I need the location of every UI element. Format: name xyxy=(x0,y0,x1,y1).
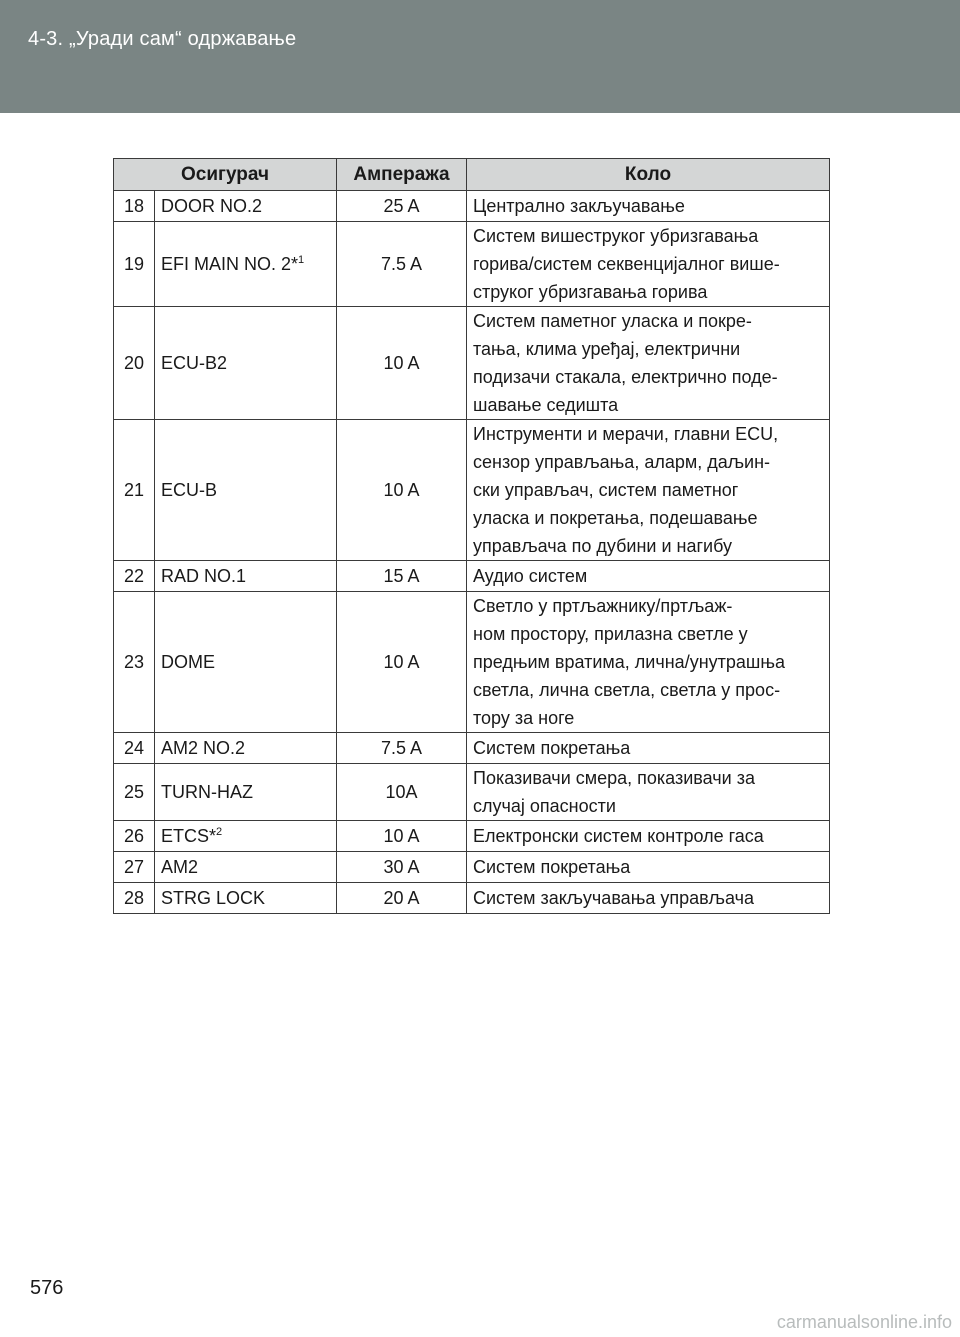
table-body xyxy=(114,191,830,914)
circuit-line: Инструменти и мерачи, главни ECU, xyxy=(473,424,779,444)
fuse-circuit xyxy=(467,733,830,764)
fuse-table xyxy=(113,158,830,914)
fuse-name-text: DOOR NO.2 xyxy=(161,196,263,216)
page-header xyxy=(0,0,960,113)
circuit-line: подизачи стакала, електрично поде- xyxy=(473,367,778,387)
fuse-amperage: 10A xyxy=(337,764,467,821)
fuse-circuit xyxy=(467,592,830,733)
fuse-name xyxy=(155,852,337,883)
fuse-number: 20 xyxy=(114,307,155,420)
circuit-line: Аудио систем xyxy=(473,566,588,586)
circuit-line: Централно закључавање xyxy=(473,196,685,216)
fuse-name-text: RAD NO.1 xyxy=(161,566,247,586)
fuse-name xyxy=(155,592,337,733)
circuit-line: Показивачи смера, показивачи за xyxy=(473,768,755,788)
fuse-circuit xyxy=(467,883,830,914)
circuit-line: случај опасности xyxy=(473,796,616,816)
circuit-line: Електронски систем контроле гаса xyxy=(473,826,764,846)
fuse-amperage: 10 A xyxy=(337,420,467,561)
circuit-line: тања, клима уређај, електрични xyxy=(473,339,741,359)
circuit-line: светла, лична светла, светла у прос- xyxy=(473,680,781,700)
fuse-name xyxy=(155,764,337,821)
column-header-amperage: Ампеража xyxy=(337,159,467,191)
fuse-name xyxy=(155,191,337,222)
fuse-amperage: 7.5 A xyxy=(337,222,467,307)
watermark: carmanualsonline.info xyxy=(776,1312,952,1332)
circuit-line: ном простору, прилазна светле у xyxy=(473,624,748,644)
fuse-name xyxy=(155,222,337,307)
fuse-amperage: 15 A xyxy=(337,561,467,592)
footnote-marker: 1 xyxy=(298,254,305,266)
circuit-line: Систем покретања xyxy=(473,857,631,877)
fuse-amperage: 25 A xyxy=(337,191,467,222)
fuse-amperage: 10 A xyxy=(337,307,467,420)
circuit-line: сензор управљања, аларм, даљин- xyxy=(473,452,771,472)
circuit-line: ски управљач, систем паметног xyxy=(473,480,739,500)
fuse-name xyxy=(155,883,337,914)
section-title: 4-3. „Уради сам“ одржавање xyxy=(28,28,297,50)
fuse-number: 19 xyxy=(114,222,155,307)
circuit-line: Систем закључавања управљача xyxy=(473,888,754,908)
fuse-name xyxy=(155,307,337,420)
fuse-circuit xyxy=(467,307,830,420)
fuse-name-text: AM2 xyxy=(161,857,199,877)
fuse-circuit xyxy=(467,420,830,561)
footnote-marker: 2 xyxy=(216,826,223,838)
fuse-name xyxy=(155,821,337,852)
fuse-amperage: 7.5 A xyxy=(337,733,467,764)
fuse-name-text: ETCS* xyxy=(161,826,217,846)
circuit-line: предњим вратима, лична/унутрашња xyxy=(473,652,785,672)
circuit-line: тору за ноге xyxy=(473,708,575,728)
fuse-circuit xyxy=(467,561,830,592)
table-row xyxy=(114,733,830,764)
circuit-line: уласка и покретања, подешавање xyxy=(473,508,758,528)
fuse-name xyxy=(155,733,337,764)
fuse-number: 23 xyxy=(114,592,155,733)
fuse-amperage: 30 A xyxy=(337,852,467,883)
table-row xyxy=(114,561,830,592)
fuse-number: 18 xyxy=(114,191,155,222)
fuse-name-text: STRG LOCK xyxy=(161,888,266,908)
table-row xyxy=(114,592,830,733)
table-row xyxy=(114,821,830,852)
fuse-name xyxy=(155,561,337,592)
circuit-line: Систем паметног уласка и покре- xyxy=(473,311,752,331)
fuse-circuit xyxy=(467,222,830,307)
fuse-number: 21 xyxy=(114,420,155,561)
table-row xyxy=(114,191,830,222)
fuse-circuit xyxy=(467,764,830,821)
circuit-line: Светло у пртљажнику/пртљаж- xyxy=(473,596,733,616)
fuse-amperage: 10 A xyxy=(337,821,467,852)
fuse-circuit xyxy=(467,821,830,852)
table-row xyxy=(114,222,830,307)
circuit-line: горива/систем секвенцијалног више- xyxy=(473,254,780,274)
column-header-circuit: Коло xyxy=(467,159,830,191)
circuit-line: струког убризгавања горива xyxy=(473,282,708,302)
circuit-line: шавање седишта xyxy=(473,395,619,415)
table-row xyxy=(114,883,830,914)
circuit-line: Систем покретања xyxy=(473,738,631,758)
fuse-name-text: TURN-HAZ xyxy=(161,782,253,802)
circuit-line: Систем вишеструког убризгавања xyxy=(473,226,759,246)
fuse-name xyxy=(155,420,337,561)
fuse-number: 22 xyxy=(114,561,155,592)
table-row xyxy=(114,307,830,420)
table-row xyxy=(114,420,830,561)
fuse-number: 24 xyxy=(114,733,155,764)
fuse-number: 27 xyxy=(114,852,155,883)
fuse-number: 26 xyxy=(114,821,155,852)
fuse-number: 25 xyxy=(114,764,155,821)
column-header-fuse: Осигурач xyxy=(114,159,337,191)
fuse-name-text: ECU-B2 xyxy=(161,353,228,373)
table-row xyxy=(114,764,830,821)
fuse-name-text: AM2 NO.2 xyxy=(161,738,246,758)
circuit-line: управљача по дубини и нагибу xyxy=(473,536,733,556)
fuse-amperage: 10 A xyxy=(337,592,467,733)
table-row xyxy=(114,852,830,883)
fuse-circuit xyxy=(467,191,830,222)
table-header-row xyxy=(114,159,830,191)
fuse-circuit xyxy=(467,852,830,883)
fuse-name-text: EFI MAIN NO. 2* xyxy=(161,254,299,274)
fuse-name-text: DOME xyxy=(161,652,215,672)
fuse-name-text: ECU-B xyxy=(161,480,218,500)
fuse-number: 28 xyxy=(114,883,155,914)
page-number: 576 xyxy=(30,1277,64,1299)
fuse-amperage: 20 A xyxy=(337,883,467,914)
